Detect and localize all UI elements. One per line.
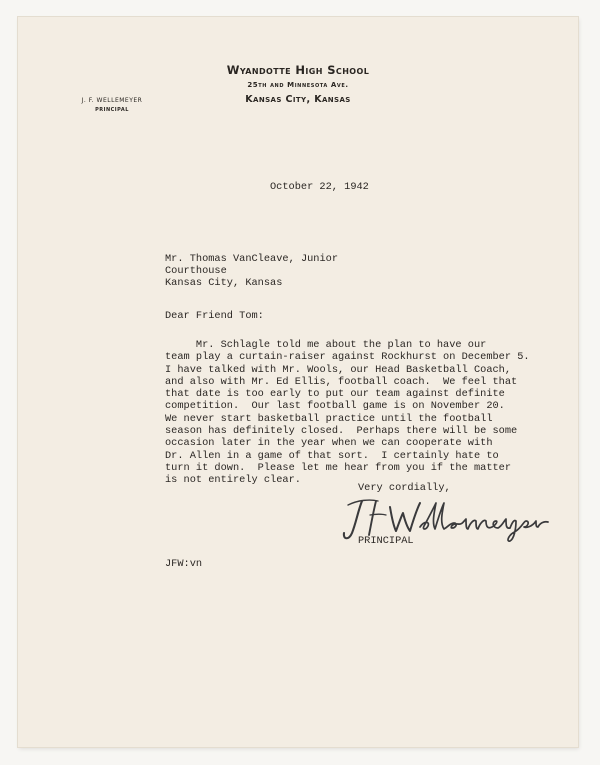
letterhead-principal-name: J. F. WELLEMEYER [81, 97, 143, 104]
letter-page [18, 17, 578, 747]
complimentary-closing: Very cordially, [358, 482, 451, 494]
recipient-building: Courthouse [165, 265, 227, 277]
recipient-name: Mr. Thomas VanCleave, Junior [165, 253, 339, 265]
signature-title: PRINCIPAL [358, 535, 414, 547]
letterhead-principal-title: PRINCIPAL [95, 107, 129, 113]
letterhead-school-name: Wyandotte High School [226, 63, 370, 77]
reference-initials: JFW:vn [165, 558, 203, 570]
recipient-city: Kansas City, Kansas [165, 277, 283, 289]
letterhead-city: Kansas City, Kansas [245, 94, 351, 105]
letter-date: October 22, 1942 [270, 181, 369, 193]
letter-body: Mr. Schlagle told me about the plan to have our team play a curtain-raiser against Rockhurst on December 5. I have talked with Mr. Wools, our Head Basketball Coach, and also with Mr. Ed Ellis, football coach. We feel that that date is too early to put our team against definite competition. Our last football game is on November 20. We never start basketball practice until the football season has definitely closed. Perhaps there will be some occasion later in the year when we can cooperate with Dr. Allen in a game of that sort. I certainly hate to turn it down. Please let me hear from you if the matter is not entirely clear. [165, 339, 530, 487]
letterhead-address: 25th and Minnesota Ave. [247, 81, 349, 89]
salutation: Dear Friend Tom: [165, 310, 264, 322]
